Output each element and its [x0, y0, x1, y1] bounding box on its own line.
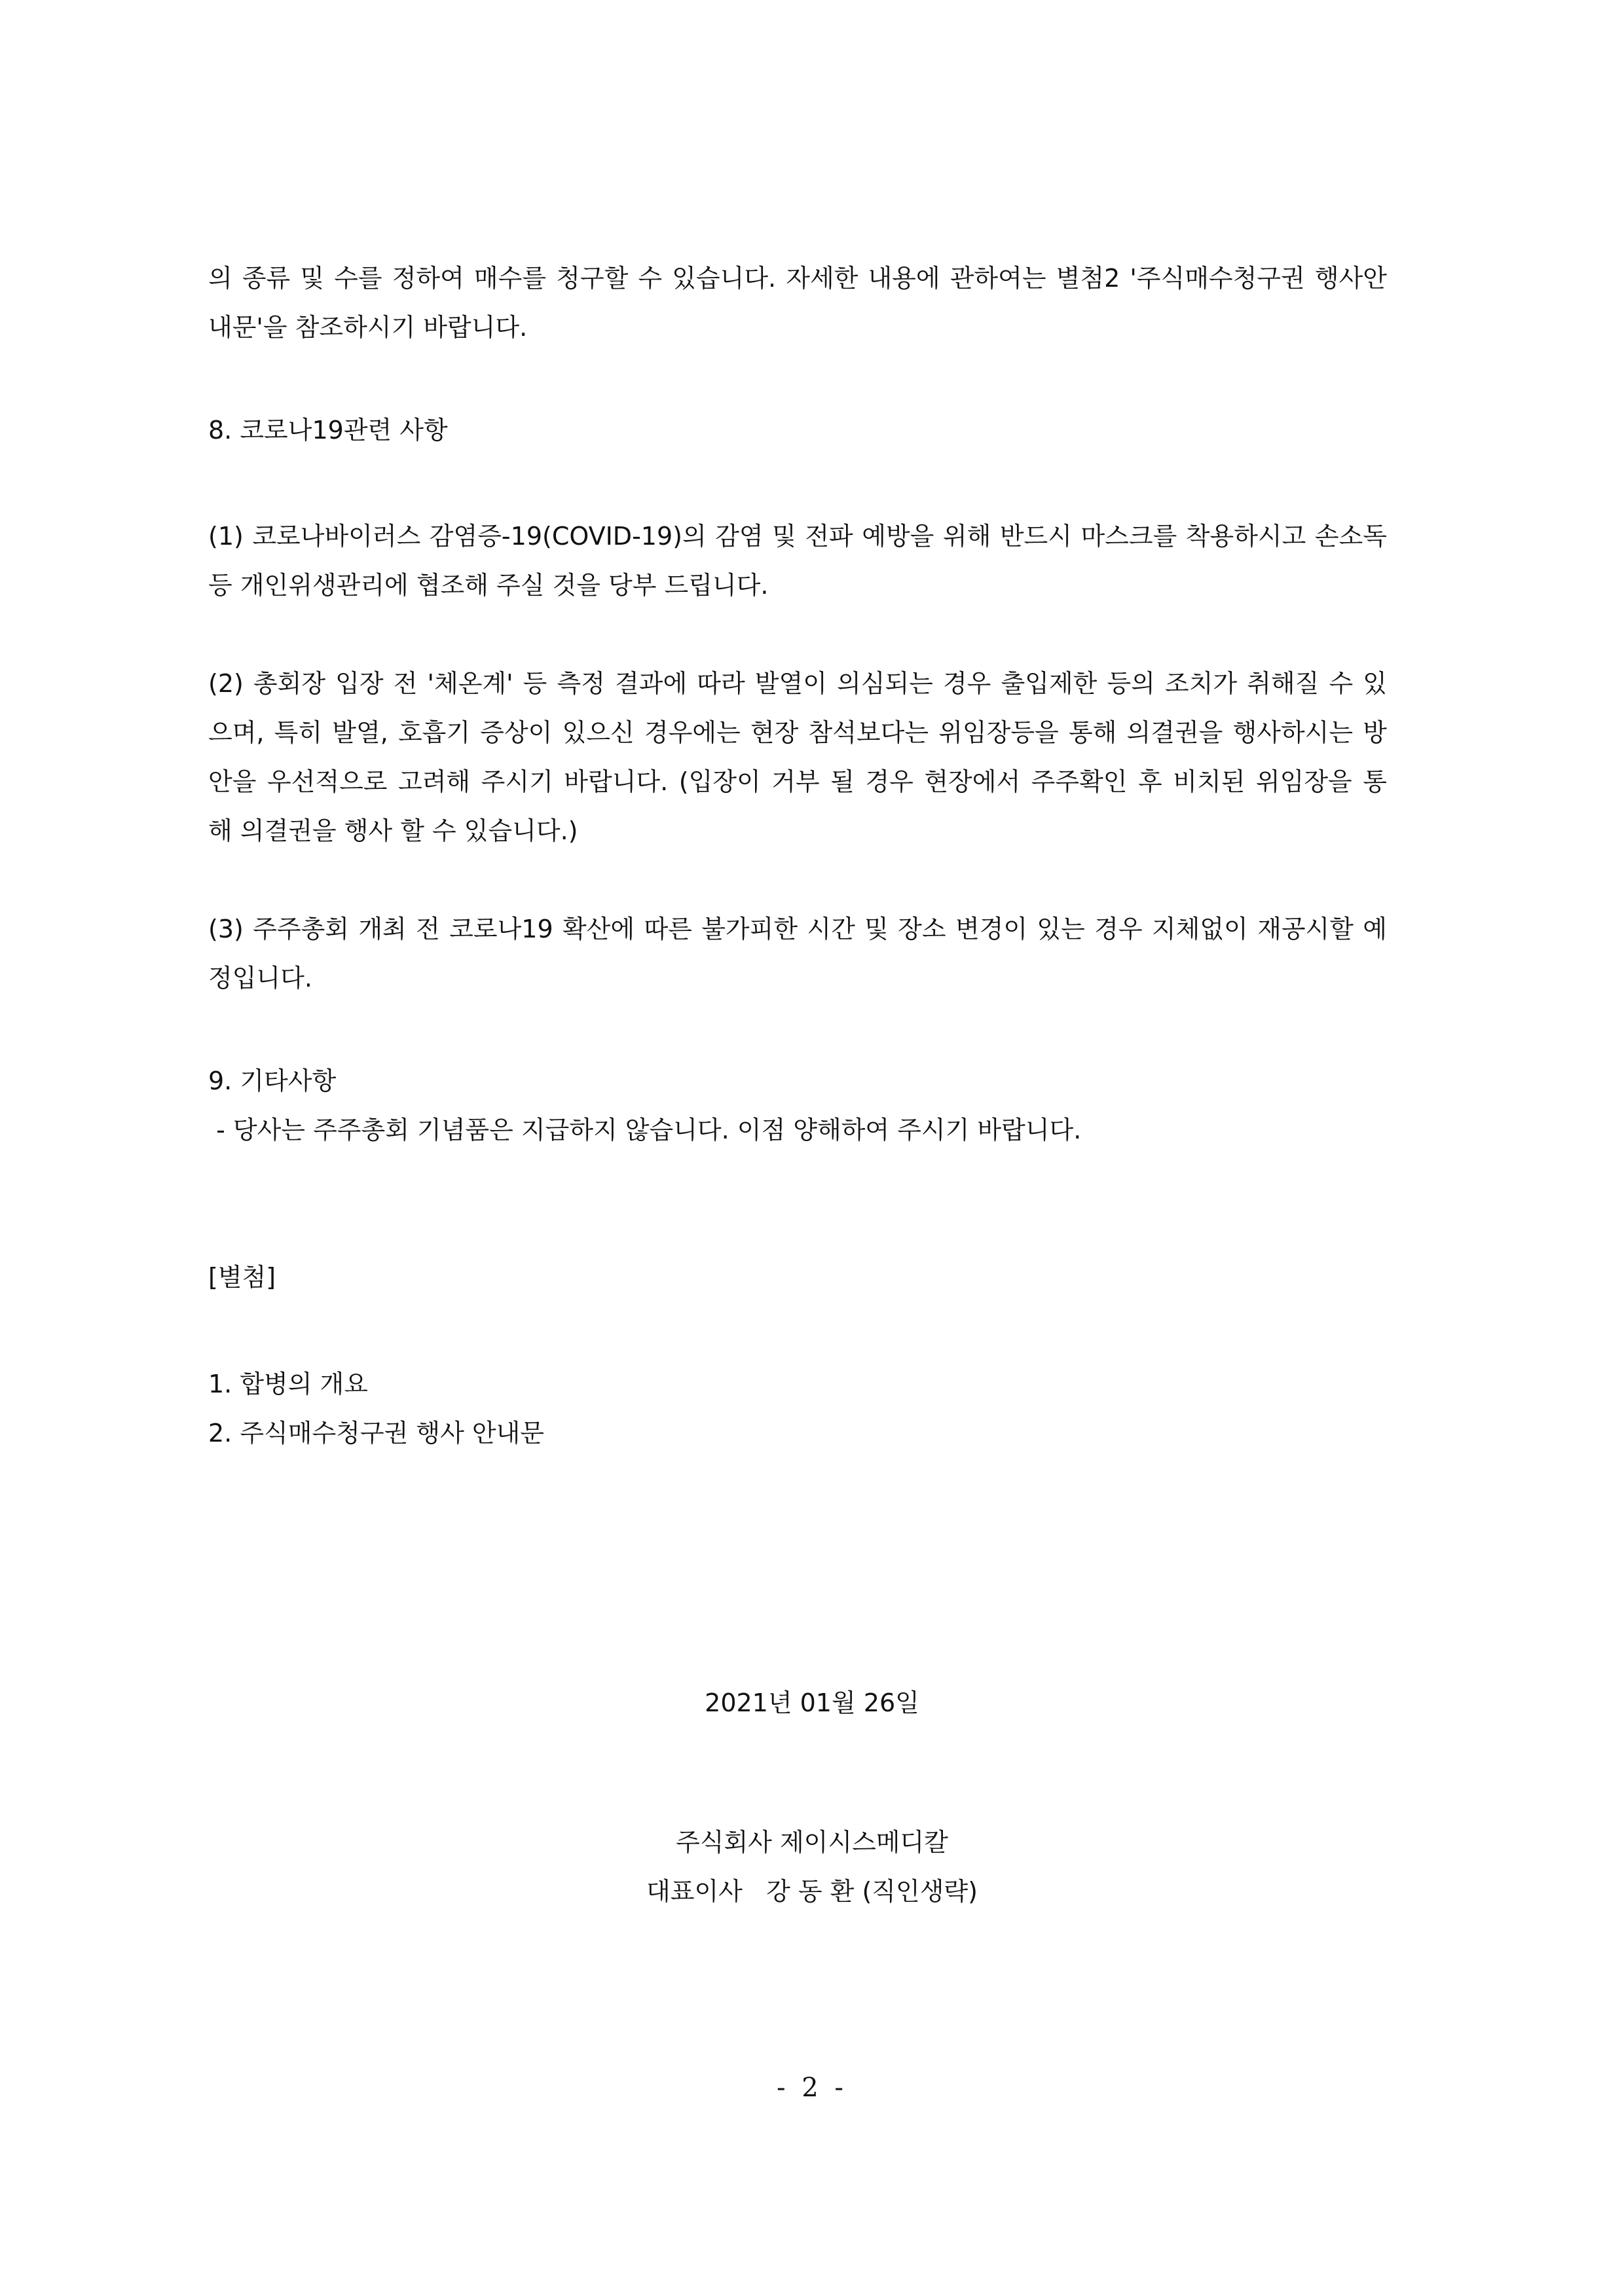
paragraph-line: 내문'을 참조하시기 바랍니다.: [208, 313, 528, 342]
section-8-item-3: [208, 905, 1387, 1003]
section-9-heading: 9. 기타사항: [208, 1066, 337, 1095]
paragraph-line: 으며, 특히 발열, 호흡기 증상이 있으신 경우에는 현장 참석보다는 위임장등을 통해 의결권을 행사하시는 방: [208, 718, 1387, 747]
section-8-heading: 8. 코로나19관련 사항: [208, 416, 448, 445]
section-8-item-1: [208, 512, 1387, 610]
paragraph-line: (2) 총회장 입장 전 '체온계' 등 측정 결과에 따라 발열이 의심되는 경우 출입제한 등의 조치가 취해질 수 있: [208, 669, 1387, 698]
paragraph-line: 의 종류 및 수를 정하여 매수를 청구할 수 있습니다. 자세한 내용에 관하여는 별첨2 '주식매수청구권 행사안: [208, 264, 1387, 293]
paragraph-line: 안을 우선적으로 고려해 주시기 바랍니다. (입장이 거부 될 경우 현장에서 주주확인 후 비치된 위임장을 통: [208, 767, 1387, 796]
paragraph-line: 정입니다.: [208, 964, 312, 993]
document-date: 2021년 01월 26일: [705, 1688, 919, 1717]
attachment-item-2: 2. 주식매수청구권 행사 안내문: [208, 1419, 544, 1448]
paragraph-line: 해 의결권을 행사 할 수 있습니다.): [208, 816, 578, 845]
attachment-item-1: 1. 합병의 개요: [208, 1370, 368, 1398]
paragraph-line: 등 개인위생관리에 협조해 주실 것을 당부 드립니다.: [208, 571, 769, 600]
paragraph-line: (1) 코로나바이러스 감염증-19(COVID-19)의 감염 및 전파 예방을 위해 반드시 마스크를 착용하시고 손소독: [208, 522, 1387, 551]
continuation-paragraph: [208, 254, 1387, 352]
page-number: - 2 -: [777, 2073, 847, 2103]
section-9-item: - 당사는 주주총회 기념품은 지급하지 않습니다. 이점 양해하여 주시기 바랍니다.: [208, 1116, 1082, 1144]
attachments-heading: [별첨]: [208, 1263, 276, 1292]
paragraph-line: (3) 주주총회 개최 전 코로나19 확산에 따른 불가피한 시간 및 장소 변경이 있는 경우 지체없이 재공시할 예: [208, 915, 1387, 943]
section-8-item-2: [208, 659, 1387, 856]
representative-name: 대표이사 강 동 환 (직인생략): [646, 1877, 978, 1906]
company-name: 주식회사 제이시스메디칼: [676, 1828, 948, 1857]
